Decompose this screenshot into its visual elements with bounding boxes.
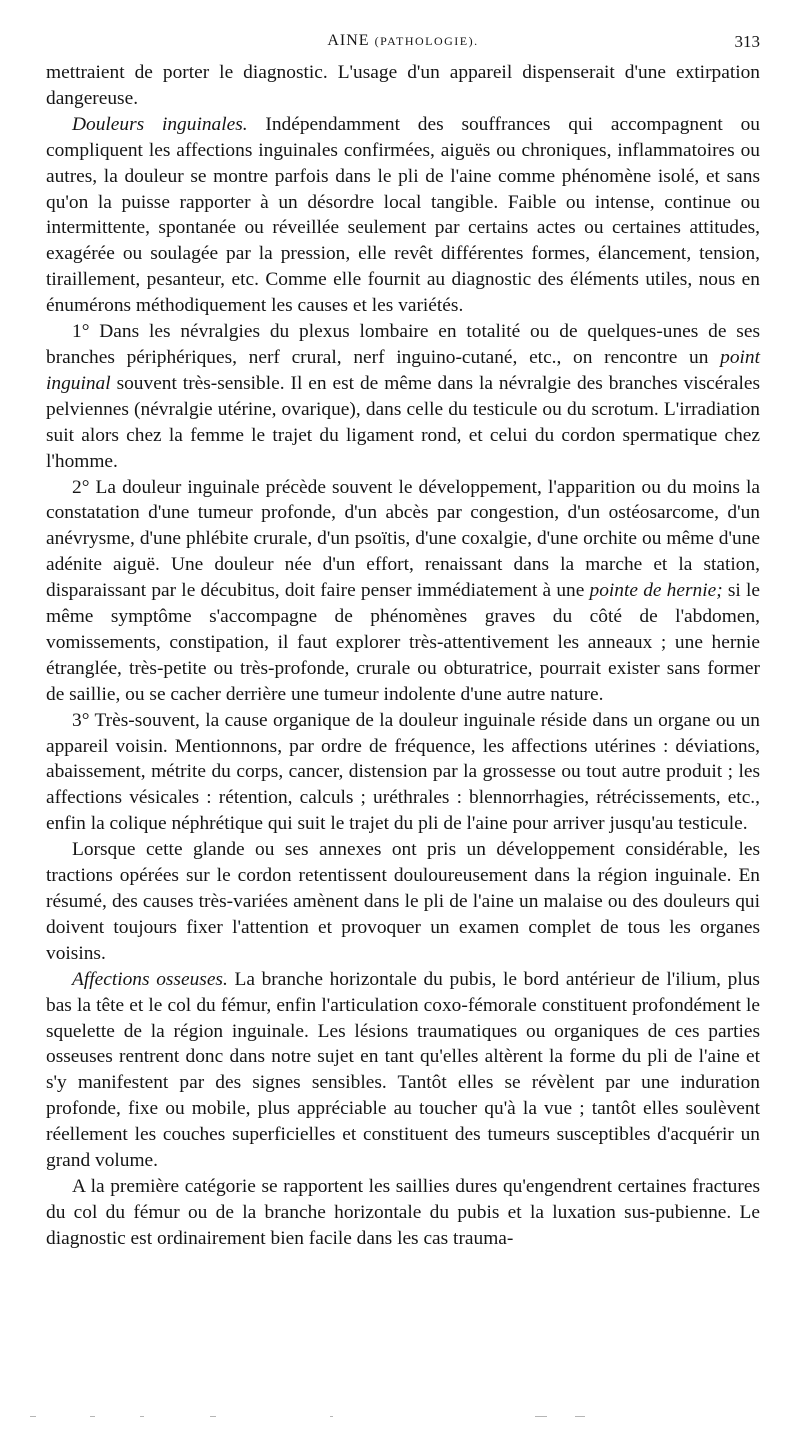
page-number: 313 — [734, 32, 760, 51]
paragraph — [46, 1174, 760, 1252]
running-title-sub: (PATHOLOGIE). — [374, 34, 479, 48]
running-title-main: AINE — [327, 32, 370, 49]
text-run: A la première catégorie se rapportent les saillies dures qu'engendrent certaines fractures du col du fémur ou de la branche horizontale du pubis et la luxation sus-pubienne. Le diagnostic est ordinairement bien facile dans les cas trauma- — [46, 1175, 760, 1249]
paragraph — [46, 837, 760, 967]
italic-text: Douleurs inguinales. — [72, 113, 248, 135]
text-run: mettraient de porter le diagnostic. L'usage d'un appareil dispenserait d'une extirpation dangereuse. — [46, 62, 760, 109]
italic-text: point inguinal — [46, 346, 760, 394]
italic-text: pointe de hernie; — [589, 580, 723, 602]
text-run: Lorsque cette glande ou ses annexes ont pris un développement considérable, les tractions opérées sur le cordon retentissent douloureusement dans la région inguinale. En résumé, des causes très-variées amènent dans le pli de l'aine un malaise ou des douleurs qui doivent toujours fixer l'attention et provoquer un examen complet de tous les organes voisins. — [46, 839, 760, 964]
paragraph — [46, 112, 760, 319]
text-run: 1° Dans les névralgies du plexus lombaire en totalité ou de quelques-unes de ses branches périphériques, nerf crural, nerf inguino-cutané, etc., on rencontre un — [46, 321, 760, 368]
body-text — [46, 60, 760, 1252]
text-run: souvent très-sensible. Il en est de même dans la névralgie des branches viscérales pelviennes (névralgie utérine, ovarique), dans celle du testicule ou du scrotum. L'irradiation suit alors chez la femme le trajet du ligament rond, et celui du cordon spermatique chez l'homme. — [46, 372, 760, 472]
running-header — [46, 32, 760, 60]
paragraph — [46, 319, 760, 474]
running-title — [46, 32, 760, 50]
text-run: La branche horizontale du pubis, le bord antérieur de l'ilium, plus bas la tête et le col du fémur, enfin l'articulation coxo-fémorale constituent profondément le squelette de la région inguinale. Les lésions traumatiques ou organiques de ces parties osseuses rentrent donc dans notre sujet en tant qu'elles altèrent la forme du pli de l'aine et s'y manifestent par des signes sensibles. Tantôt elles se révèlent par une induration profonde, fixe ou mobile, plus appréciable au toucher qu'à la vue ; tantôt elles soulèvent réellement les couches superficielles et constituent des tumeurs susceptibles d'acquérir un grand volume. — [46, 968, 760, 1172]
italic-text: Affections osseuses. — [72, 968, 228, 990]
paragraph — [46, 708, 760, 838]
text-run: 3° Très-souvent, la cause organique de la douleur inguinale réside dans un organe ou un appareil voisin. Mentionnons, par ordre de fréquence, les affections utérines : déviations, abaissement, métrite du corps, cancer, distension par la grossesse ou tout autre produit ; les affections vésicales : rétention, calculs ; uréthrales : blennorrhagies, rétrécissements, etc., enfin la colique néphrétique qui suit le trajet du pli de l'aine pour arriver jusqu'au testicule. — [46, 709, 760, 835]
document-page — [46, 32, 760, 1252]
scan-artifact-marks — [30, 1416, 770, 1422]
paragraph — [46, 967, 760, 1174]
paragraph — [46, 475, 760, 708]
text-run: Indépendamment des souffrances qui accompagnent ou compliquent les affections inguinales confirmées, aiguës ou chroniques, inflammatoires ou autres, la douleur se montre parfois dans le pli de l'aine comme phénomène isolé, et sans qu'on la puisse rapporter à un désordre local tangible. Faible ou intense, continue ou intermittente, spontanée ou réveillée seulement par certains actes ou certaines attitudes, exagérée ou soulagée par la pression, elle revêt différentes formes, élancement, tension, tiraillement, pesanteur, etc. Comme elle fournit au diagnostic des éléments utiles, nous en énumérons méthodiquement les causes et les variétés. — [46, 113, 760, 317]
text-run: 2° La douleur inguinale précède souvent le développement, l'apparition ou du moins la constatation d'une tumeur profonde, d'un abcès par congestion, d'un ostéosarcome, d'un anévrysme, d'une phlébite crurale, d'un psoïtis, d'une coxalgie, d'une orchite ou même d'une adénite aiguë. Une douleur née d'un effort, renaissant dans la marche et la station, disparaissant par le décubitus, doit faire penser immédiatement à une — [46, 476, 760, 602]
text-run: si le même symptôme s'accompagne de phénomènes graves du côté de l'abdomen, vomissements, constipation, il faut explorer très-attentivement les anneaux ; une hernie étranglée, très-petite ou très-profonde, crurale ou obturatrice, pourrait exister sans former de saillie, ou se cacher derrière une tumeur indolente d'une autre nature. — [46, 580, 761, 705]
paragraph — [46, 60, 760, 112]
